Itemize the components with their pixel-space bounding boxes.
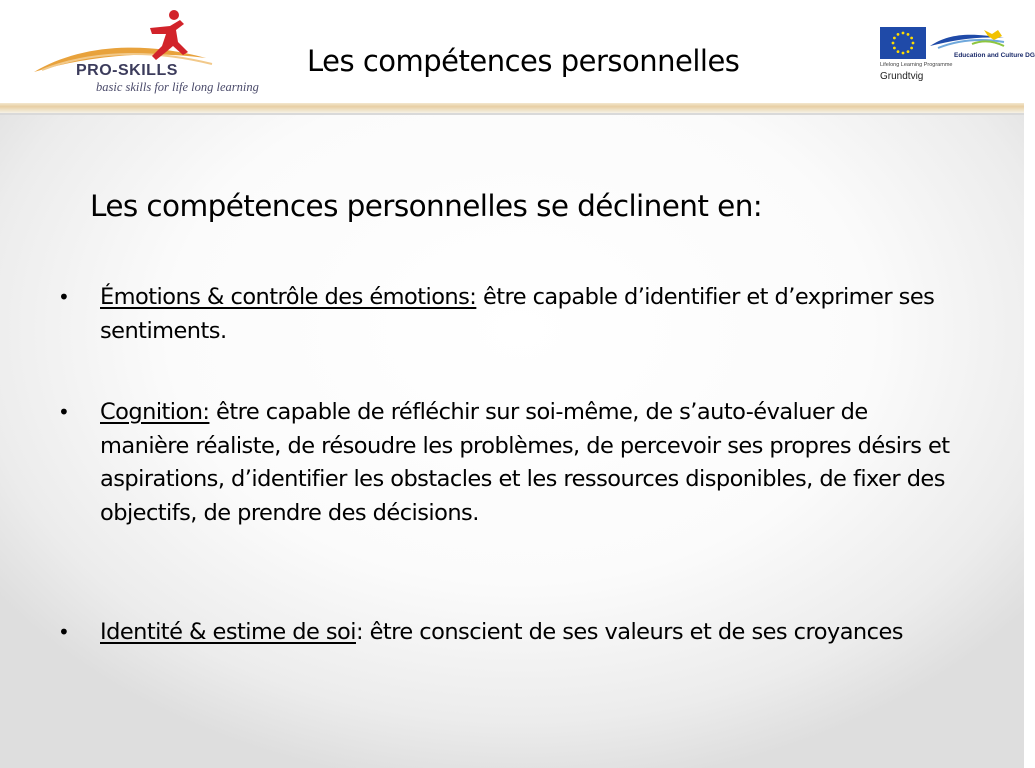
bullet-description: être capable d’identifier et d’exprimer ses sentiments. xyxy=(100,284,935,344)
header-divider xyxy=(0,103,1024,113)
bullet-term: Identité & estime de soi xyxy=(100,619,356,645)
eu-grundtvig-logo xyxy=(878,26,1035,86)
pro-skills-tagline: basic skills for life long learning xyxy=(96,80,259,94)
bullet-text xyxy=(100,281,960,348)
header-divider-line xyxy=(0,113,1024,115)
education-culture-label: Education and Culture DG xyxy=(954,52,1035,59)
bullet-dot-icon: • xyxy=(58,285,70,309)
bullet-dot-icon: • xyxy=(58,620,70,644)
pro-skills-name: PRO-SKILLS xyxy=(76,62,178,79)
bullet-term: Émotions & contrôle des émotions: xyxy=(100,284,477,310)
page-title: Les compétences personnelles xyxy=(307,44,740,78)
bullet-dot-icon: • xyxy=(58,400,70,424)
slide-subtitle: Les compétences personnelles se déclinent en: xyxy=(90,189,763,223)
grundtvig-label: Grundtvig xyxy=(880,71,924,82)
bullet-text xyxy=(100,616,960,650)
bullet-term: Cognition: xyxy=(100,399,210,425)
bullet-text xyxy=(100,396,960,530)
education-culture-swoosh-icon xyxy=(928,28,1006,52)
bullet-description: : être conscient de ses valeurs et de ses croyances xyxy=(355,619,903,645)
llp-caption: Lifelong Learning Programme xyxy=(880,62,953,68)
slide-header xyxy=(0,0,1035,104)
eu-flag-icon xyxy=(880,27,926,59)
bullet-description: être capable de réfléchir sur soi-même, de s’auto-évaluer de manière réaliste, de résoudre les problèmes, de percevoir ses propres désirs et aspirations, d’identifier les obstacles et les ressources disponibles, de fixer des objectifs, de prendre des décisions. xyxy=(100,399,950,526)
pro-skills-logo xyxy=(28,6,258,102)
